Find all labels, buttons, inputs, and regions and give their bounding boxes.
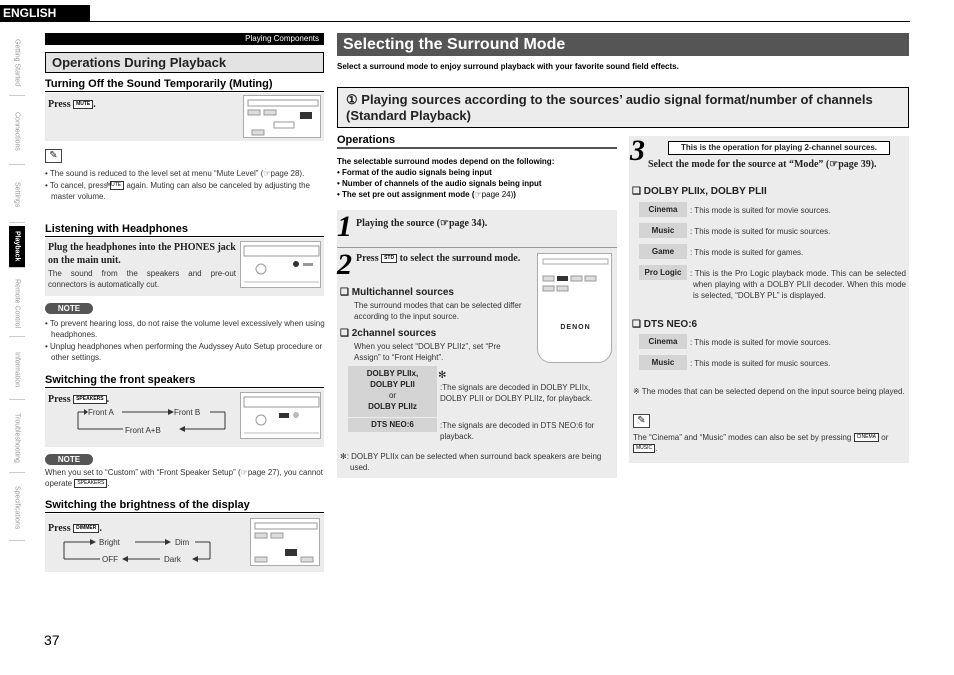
- dts-heading: ❏ DTS NEO:6: [632, 319, 698, 330]
- dts-mode-cinema-desc: : This mode is suited for movie sources.: [690, 338, 831, 347]
- tab-information[interactable]: Information: [9, 340, 25, 400]
- muting-bullet-2: • To cancel, press MUTE again. Muting can also be canceled by adjusting the master volume.: [45, 181, 310, 201]
- tab-connections[interactable]: Connections: [9, 99, 25, 165]
- dark-label: Dark: [164, 555, 181, 564]
- tab-remote-control[interactable]: Remote Control: [9, 271, 25, 337]
- dts-mode-cinema: Cinema: [639, 334, 687, 349]
- front-speakers-heading: Switching the front speakers: [45, 374, 196, 386]
- pencil-icon: ✎: [45, 149, 62, 163]
- main-unit-illustration: [240, 241, 321, 288]
- cinema-key-icon: CINEMA: [854, 433, 879, 442]
- mute-key-icon: MUTE: [73, 100, 93, 109]
- step3-footnote: ※ The modes that can be selected depend on the input source being played.: [633, 387, 905, 396]
- mode-music-desc: : This mode is suited for music sources.: [690, 227, 831, 236]
- mode-game-desc: : This mode is suited for games.: [690, 248, 804, 257]
- main-unit-graphic-2: [241, 393, 322, 440]
- asterisk-mark: ✻: [438, 370, 447, 381]
- main-intro: Select a surround mode to enjoy surround playback with your favorite sound field effects.: [337, 62, 679, 71]
- remote-buttons-graphic: [244, 96, 322, 139]
- dolby-modes-label: DOLBY PLIIx, DOLBY PLII or DOLBY PLIIz: [348, 366, 437, 417]
- std-key-icon: STD: [381, 254, 397, 263]
- mode-pro-logic: Pro Logic: [639, 265, 687, 280]
- main-unit-illustration-2: [240, 392, 321, 439]
- page-ref-icon: ☞: [263, 169, 271, 178]
- dts-mode-label: DTS NEO:6: [348, 418, 437, 432]
- step2-text: Press STD to select the surround mode.: [356, 253, 521, 264]
- headphones-desc: The sound from the speakers and pre-out connectors is automatically cut.: [48, 269, 236, 289]
- twochannel-desc: When you select “DOLBY PLIIz”, set “Pre Assign” to “Front Height”.: [354, 342, 501, 362]
- note-badge: NOTE: [45, 303, 93, 314]
- header-rule: [90, 21, 910, 22]
- muting-heading: Turning Off the Sound Temporarily (Muting): [45, 78, 273, 90]
- step3-number: 3: [630, 134, 645, 167]
- dimmer-key-icon: DIMMER: [73, 524, 99, 533]
- step3-text: Select the mode for the source at “Mode” (☞page 39).: [648, 159, 877, 170]
- dts-mode-music: Music: [639, 355, 687, 370]
- subsection-number: ①: [346, 92, 358, 107]
- two-channel-banner: This is the operation for playing 2-channel sources.: [668, 141, 890, 155]
- main-unit-graphic: [241, 242, 322, 289]
- step2-footnote: ✻: DOLBY PLIIx can be selected when surround back speakers are being used.: [340, 452, 602, 472]
- headphones-rule: [45, 236, 324, 237]
- remote-control-graphic: [538, 254, 613, 364]
- remote-illustration-2: [250, 518, 320, 566]
- multichannel-desc: The surround modes that can be selected differ according to the input source.: [354, 301, 522, 321]
- dimmer-press: Press DIMMER .: [48, 523, 102, 534]
- front-b-label: Front B: [174, 408, 201, 417]
- page-ref-icon: ☞: [439, 218, 449, 229]
- pencil-icon: ✎: [633, 414, 650, 428]
- page-ref-icon: ☞: [474, 190, 482, 199]
- step2-number: 2: [337, 248, 352, 281]
- dts-mode-music-desc: : This mode is suited for music sources.: [690, 359, 831, 368]
- bright-label: Bright: [99, 538, 120, 547]
- remote-illustration-3: [537, 253, 612, 363]
- mode-cinema: Cinema: [639, 202, 687, 217]
- operations-list: [337, 156, 617, 200]
- subsection-box: [337, 87, 909, 128]
- dim-label: Dim: [175, 538, 190, 547]
- muting-press: Press MUTE .: [48, 99, 96, 110]
- page-ref-icon: ☞: [240, 468, 248, 477]
- mode-cinema-desc: : This mode is suited for movie sources.: [690, 206, 831, 215]
- checkbox-icon: ❏: [632, 186, 641, 197]
- step3-tip: The “Cinema” and “Music” modes can also be set by pressing CINEMA or MUSIC .: [633, 433, 889, 453]
- section-title: Operations During Playback: [45, 52, 324, 73]
- headphones-heading: Listening with Headphones: [45, 223, 189, 235]
- operations-item-1: • Format of the audio signals being input: [337, 168, 492, 177]
- operations-intro: The selectable surround modes depend on the following:: [337, 157, 555, 166]
- dolby-modes-desc: :The signals are decoded in DOLBY PLIIx, DOLBY PLII or DOLBY PLIIz, for playback.: [440, 383, 593, 403]
- main-title: Selecting the Surround Mode: [337, 33, 909, 56]
- mode-game: Game: [639, 244, 687, 259]
- remote-buttons-graphic-2: [251, 519, 321, 567]
- operations-heading: Operations: [337, 134, 396, 146]
- remote-illustration: [243, 95, 321, 138]
- front-speakers-rule: [45, 387, 324, 388]
- dimmer-flow-arrows: [60, 535, 230, 565]
- speakers-key-icon: SPEAKERS: [74, 479, 107, 488]
- language-label: ENGLISH: [0, 5, 90, 22]
- tab-getting-started[interactable]: Getting Started: [9, 30, 25, 96]
- note-badge-2: NOTE: [45, 454, 93, 465]
- operations-item-2: • Number of channels of the audio signals being input: [337, 179, 542, 188]
- chapter-tabs: [9, 30, 25, 544]
- step1-box: [337, 210, 617, 248]
- dts-mode-desc: :The signals are decoded in DTS NEO:6 for playback.: [440, 421, 595, 441]
- headphones-note-2: • Unplug headphones when performing the Audyssey Auto Setup procedure or other settings.: [45, 342, 323, 362]
- front-speakers-note: When you set to “Custom” with “Front Speaker Setup” (☞page 27), you cannot operate SPEAKERS .: [45, 468, 323, 488]
- step1-text: Playing the source (☞page 34).: [356, 218, 488, 229]
- step1-number: 1: [337, 210, 352, 243]
- muting-rule: [45, 91, 324, 92]
- front-speakers-flow-arrows: [70, 405, 240, 435]
- front-speakers-press: Press SPEAKERS .: [48, 394, 110, 405]
- music-key-icon: MUSIC: [633, 444, 655, 453]
- speakers-key-icon: SPEAKERS: [73, 395, 107, 404]
- mode-music: Music: [639, 223, 687, 238]
- tab-settings[interactable]: Settings: [9, 168, 25, 223]
- headphones-notes: [45, 318, 325, 363]
- checkbox-icon: ❏: [632, 319, 641, 330]
- multichannel-heading: ❏ Multichannel sources: [340, 287, 454, 298]
- tab-playback[interactable]: Playback: [9, 226, 25, 268]
- tab-specifications[interactable]: Specifications: [9, 476, 25, 541]
- page-ref-icon: ☞: [829, 159, 839, 170]
- category-bar: Playing Components: [45, 33, 324, 45]
- page-number: 37: [44, 632, 60, 648]
- subsection-title: Playing sources according to the sources’ audio signal format/number of channels (Standard Playback): [346, 92, 873, 123]
- checkbox-icon: ❏: [340, 328, 349, 339]
- dimmer-heading: Switching the brightness of the display: [45, 499, 250, 511]
- headphones-note-1: • To prevent hearing loss, do not raise the volume level excessively when using headphones.: [45, 319, 325, 339]
- dimmer-rule: [45, 512, 324, 513]
- checkbox-icon: ❏: [340, 287, 349, 298]
- twochannel-heading: ❏ 2channel sources: [340, 328, 437, 339]
- muting-bullets: [45, 168, 325, 202]
- tab-troubleshooting[interactable]: Troubleshooting: [9, 403, 25, 473]
- headphones-instruction: Plug the headphones into the PHONES jack on the main unit.: [48, 242, 236, 266]
- step-divider: [337, 247, 617, 248]
- muting-bullet-1: • The sound is reduced to the level set at menu “Mute Level” (☞page 28).: [45, 169, 305, 178]
- dolby-heading: ❏ DOLBY PLIIx, DOLBY PLII: [632, 186, 767, 197]
- front-ab-label: Front A+B: [125, 426, 161, 435]
- off-label: OFF: [102, 555, 118, 564]
- mode-pro-logic-desc: : This is the Pro Logic playback mode. This can be selected when playing with a DOLBY PLII decoder. When this mode is selected, “DOLBY PL” is displayed.: [690, 269, 906, 300]
- remote-brand-logo: DENON: [560, 324, 591, 331]
- operations-rule: [337, 147, 617, 149]
- operations-item-3: • The set pre out assignment mode (☞page 24)): [337, 190, 516, 199]
- mute-key-icon: MUTE: [110, 181, 124, 190]
- front-a-label: Front A: [88, 408, 114, 417]
